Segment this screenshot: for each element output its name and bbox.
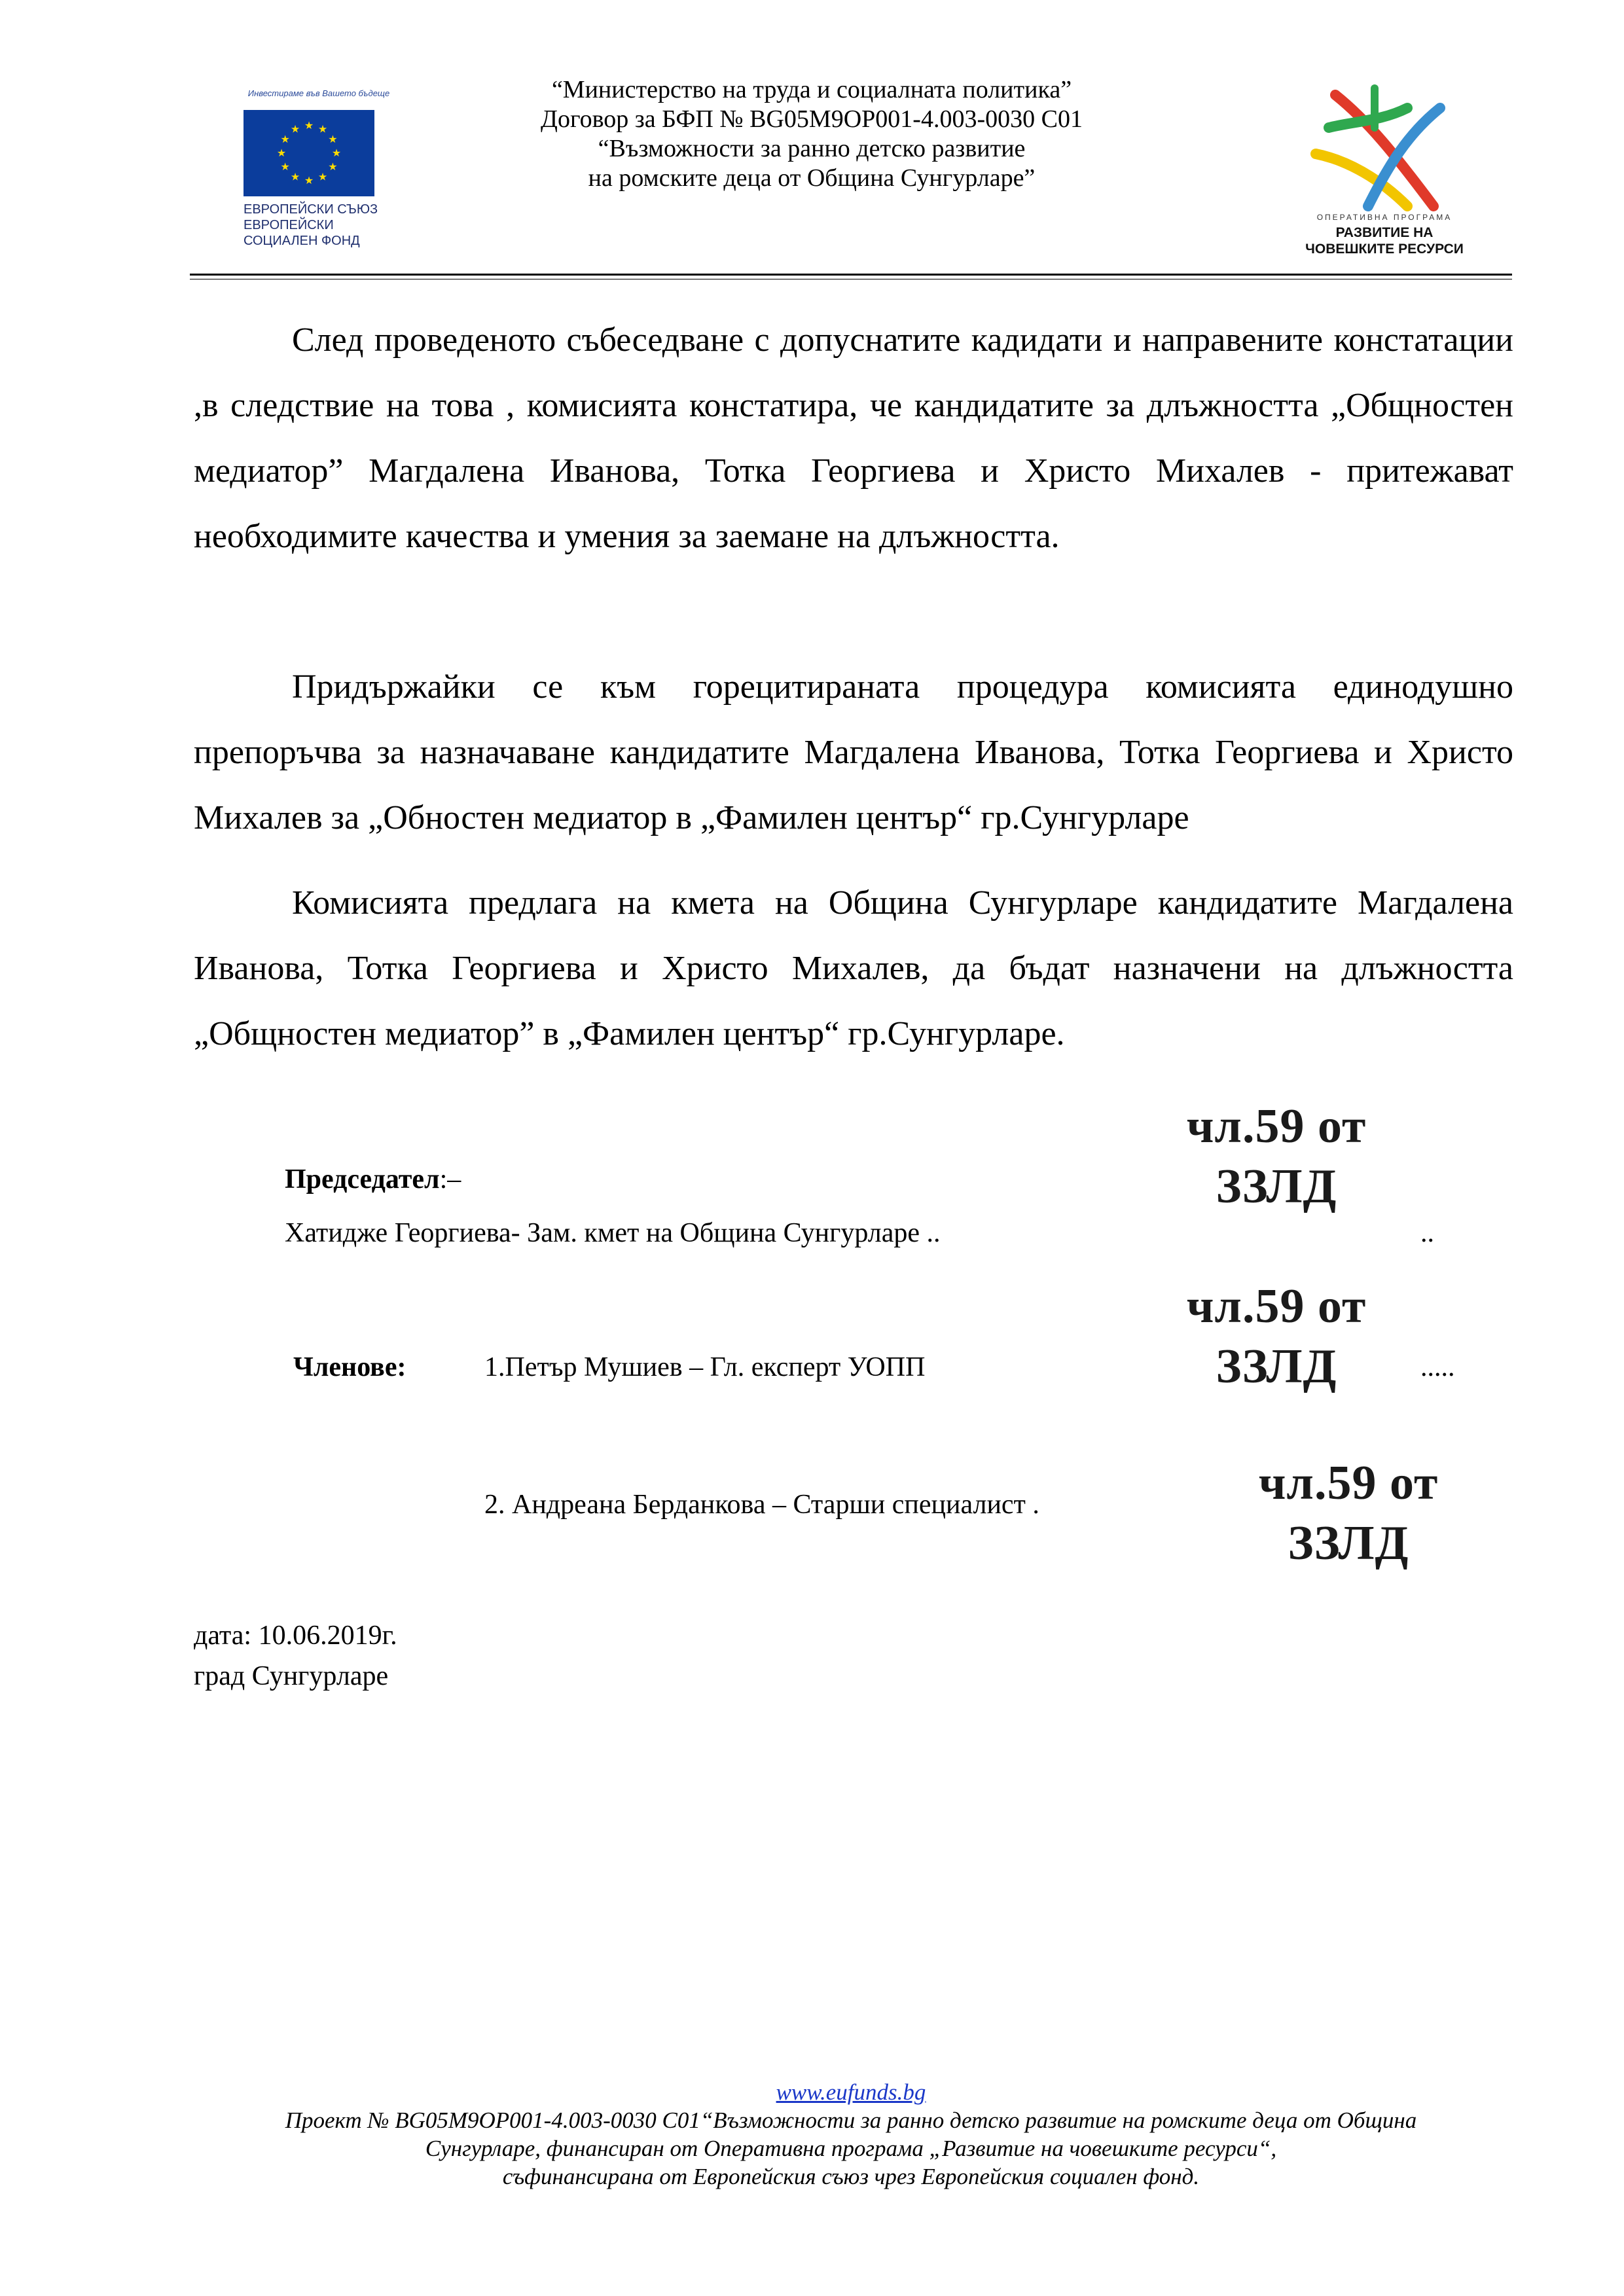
redaction-line: ЗЗЛД xyxy=(1288,1516,1409,1570)
paragraph-findings xyxy=(194,308,1513,569)
chair-label-text: Председател xyxy=(285,1164,440,1194)
eufunds-link[interactable]: www.eufunds.bg xyxy=(776,2079,926,2105)
member-1-dots: ..... xyxy=(1420,1352,1455,1382)
paragraph-text: След проведеното събеседване с допуснатите кадидати и направените констатации ,в следствие на това , комисията констатира, че кандидатите за длъжността „Общностен медиатор” Магдалена Иванова, Тотка Георгиева и Христо Михалев - притежават необходимите качества и умения за заемане на длъжността. xyxy=(194,321,1513,555)
op-logo-icon xyxy=(1309,82,1453,213)
eu-star-icon: ★ xyxy=(290,171,300,183)
eu-logo-line: ЕВРОПЕЙСКИ СЪЮЗ xyxy=(244,202,378,217)
eu-star-icon: ★ xyxy=(317,171,328,183)
op-logo-title xyxy=(1283,224,1486,257)
document-city: град Сунгурларе xyxy=(194,1661,389,1691)
paragraph-text: Комисията предлага на кмета на Община Сунгурларе кандидатите Магдалена Иванова, Тотка Георгиева и Христо Михалев, да бъдат назначени на длъжността „Общностен медиатор” в „Фамилен център“ гр.Сунгурларе. xyxy=(194,884,1513,1052)
header-line-project: “Възможности за ранно детско развитие xyxy=(598,135,1026,162)
eu-logo-text xyxy=(244,202,401,249)
redaction-line: чл.59 от xyxy=(1186,1100,1367,1153)
header-line-ministry: “Министерство на труда и социалната политика” xyxy=(551,76,1072,103)
op-logo-small-text: ОПЕРАТИВНА ПРОГРАМА xyxy=(1316,213,1453,222)
eu-logo-line: СОЦИАЛЕН ФОНД xyxy=(244,234,360,248)
header-line-contract: Договор за БФП № BG05M9OP001-4.003-0030 C01 xyxy=(541,105,1083,133)
eu-star-icon: ★ xyxy=(304,120,314,132)
redaction-stamp-member-2 xyxy=(1224,1453,1473,1573)
redaction-stamp-member-1 xyxy=(1152,1276,1401,1397)
eu-star-icon: ★ xyxy=(331,148,342,159)
redaction-stamp-chair xyxy=(1152,1096,1401,1217)
eu-logo-line: ЕВРОПЕЙСКИ xyxy=(244,218,334,232)
footer-line: Проект № BG05M9OP001-4.003-0030 C01“Възможности за ранно детско развитие на ромските деца от Община xyxy=(285,2108,1417,2133)
chair-label-suffix: :– xyxy=(439,1164,461,1194)
eu-star-icon: ★ xyxy=(290,124,300,135)
chair-label xyxy=(285,1164,461,1195)
header-line-project-2: на ромските деца от Община Сунгурларе” xyxy=(588,164,1036,192)
redaction-line: ЗЗЛД xyxy=(1216,1340,1337,1393)
header-rule xyxy=(190,274,1512,276)
eu-star-icon: ★ xyxy=(317,124,328,135)
document-date: дата: 10.06.2019г. xyxy=(194,1621,397,1651)
footer xyxy=(196,2078,1506,2191)
chair-dots: .. xyxy=(1420,1218,1434,1248)
paragraph-proposal xyxy=(194,870,1513,1067)
members-label: Членове: xyxy=(293,1352,406,1382)
eu-star-icon: ★ xyxy=(304,175,314,187)
footer-line: съфинансирана от Европейския съюз чрез Европейския социален фонд. xyxy=(502,2164,1200,2189)
redaction-line: чл.59 от xyxy=(1258,1456,1439,1510)
footer-line: Сунгурларе, финансиран от Оперативна програма „Развитие на човешките ресурси“, xyxy=(425,2136,1277,2161)
document-header xyxy=(432,75,1191,193)
redaction-line: чл.59 от xyxy=(1186,1280,1367,1333)
operational-programme-logo xyxy=(1283,82,1486,275)
op-logo-line2: ЧОВЕШКИТЕ РЕСУРСИ xyxy=(1305,242,1464,257)
member-1: 1.Петър Мушиев – Гл. експерт УОПП xyxy=(484,1352,926,1382)
eu-star-icon: ★ xyxy=(276,148,287,159)
paragraph-recommendation xyxy=(194,655,1513,851)
op-logo-line1: РАЗВИТИЕ НА xyxy=(1335,225,1434,240)
member-2: 2. Андреана Берданкова – Старши специалист . xyxy=(484,1490,1039,1520)
chair-signature-line: Хатидже Георгиева- Зам. кмет на Община Сунгурларе .. xyxy=(285,1218,941,1248)
eu-star-icon: ★ xyxy=(280,134,290,145)
eu-star-icon: ★ xyxy=(280,162,290,173)
eu-flag-icon xyxy=(244,110,374,196)
redaction-line: ЗЗЛД xyxy=(1216,1160,1337,1213)
paragraph-text: Придържайки се към горецитираната процедура комисията единодушно препоръчва за назначаване кандидатите Магдалена Иванова, Тотка Георгиева и Христо Михалев за „Обностен медиатор в „Фамилен център“ гр.Сунгурларе xyxy=(194,668,1513,836)
eu-star-icon: ★ xyxy=(328,134,338,145)
eu-tagline: Инвестираме във Вашето бъдеще xyxy=(247,88,390,98)
eu-star-icon: ★ xyxy=(328,162,338,173)
